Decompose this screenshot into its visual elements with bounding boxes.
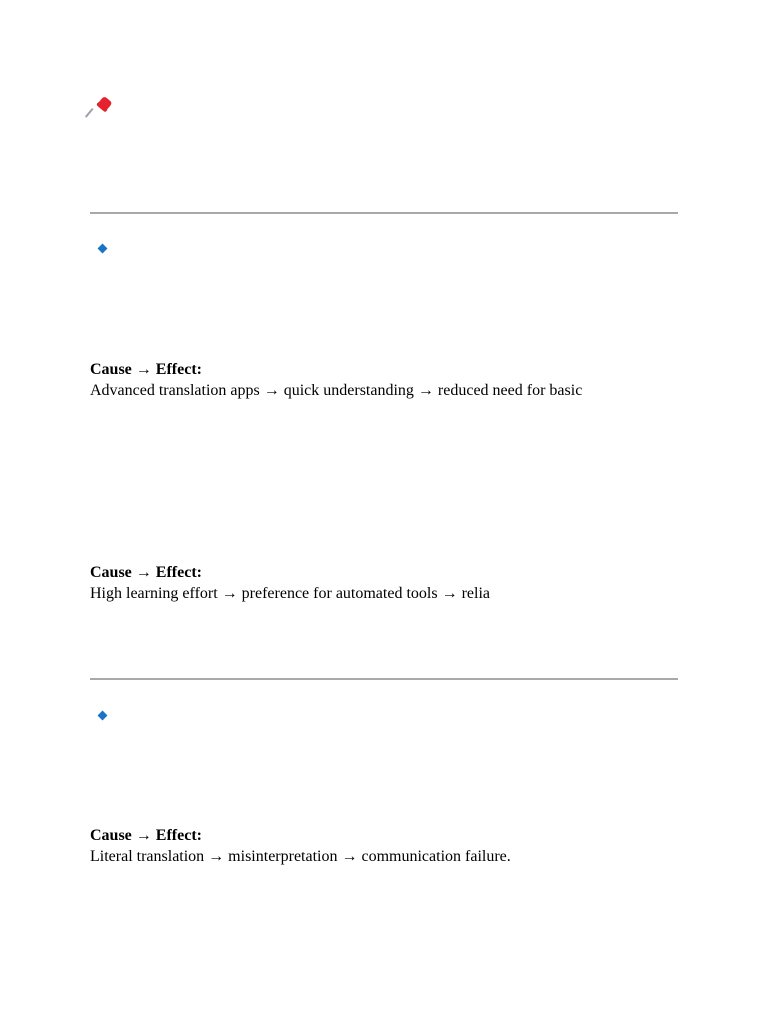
pushpin-icon — [90, 95, 116, 121]
section-divider — [90, 678, 678, 680]
cause-effect-heading: Cause → Effect: — [90, 564, 202, 581]
cause-effect-heading: Cause → Effect: — [90, 827, 202, 844]
cause-effect-heading: Cause → Effect: — [90, 361, 202, 378]
diamond-bullet-icon — [98, 244, 108, 254]
diamond-bullet-icon — [98, 711, 108, 721]
section-divider — [90, 212, 678, 214]
cause-effect-text: Advanced translation apps → quick understanding → reduced need for basic — [90, 382, 583, 399]
cause-effect-text: High learning effort → preference for automated tools → relia — [90, 585, 490, 602]
cause-effect-text: Literal translation → misinterpretation → communication failure. — [90, 848, 511, 865]
